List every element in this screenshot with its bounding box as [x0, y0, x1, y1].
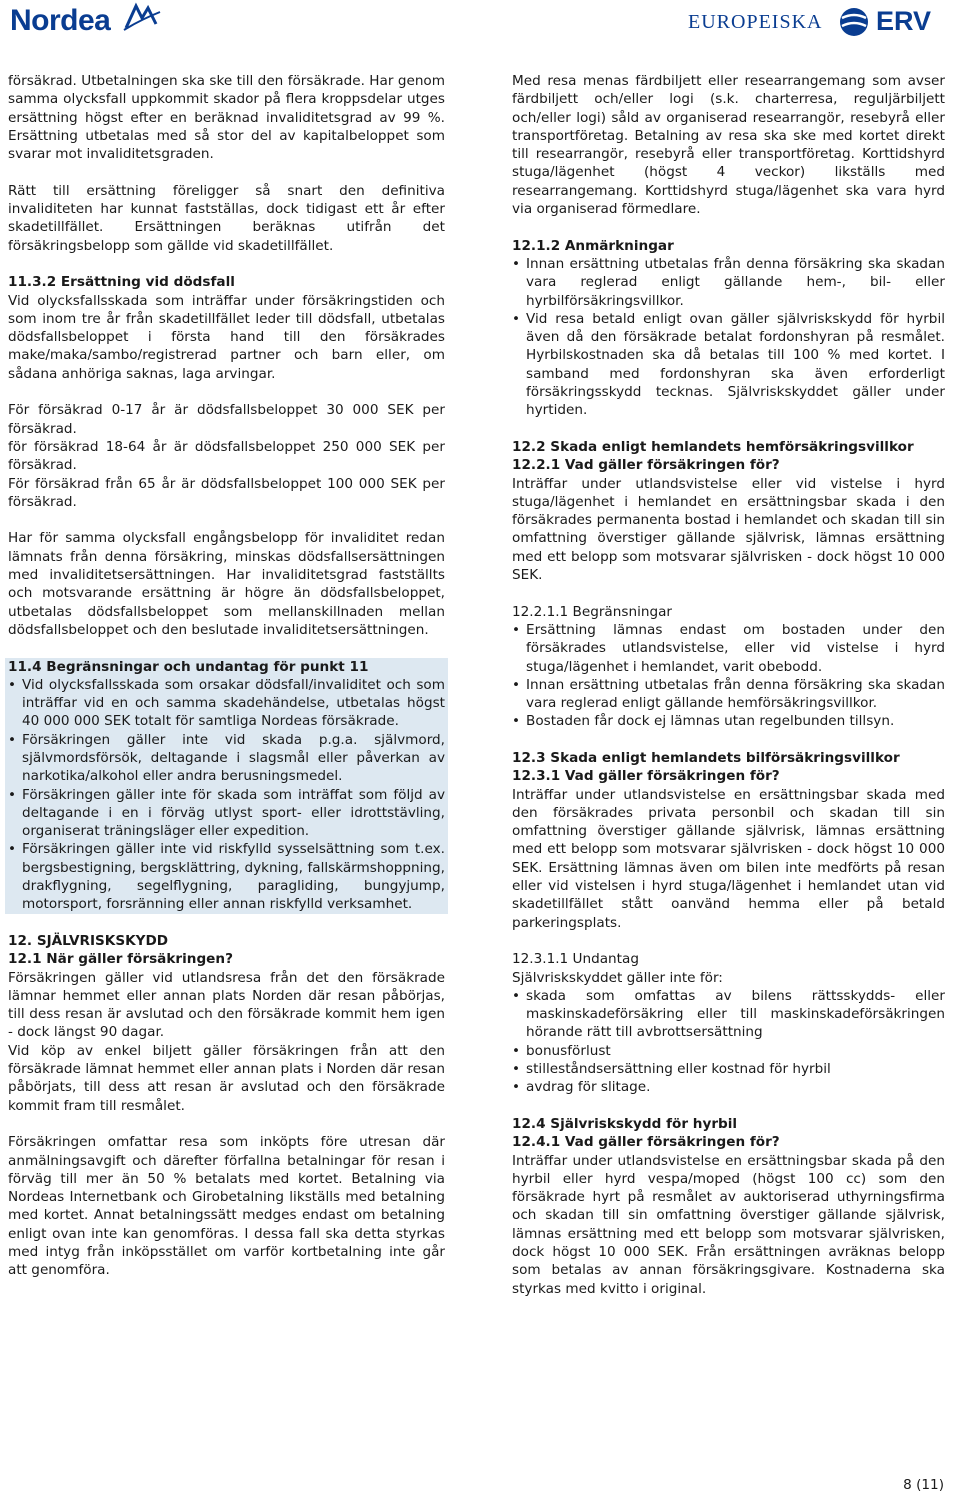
section-heading: 12.4 Självriskskydd för hyrbil [512, 1115, 738, 1132]
list-item: • Försäkringen gäller inte vid riskfylld sysselsättning som t.ex. bergsbestigning, bergsklättring, dykning, fallskärmshoppning, drakflygning, segelflygning, paragliding, bungyjump, motorsport, forsränning eller annan riskfylld verksamhet. [8, 841, 445, 913]
list-item: • Ersättning lämnas endast om bostaden under den försäkrades utlandsvistelse, eller vid vistelse i hyrd stuga/lägenhet i hemlandet, varit obebodd. [512, 621, 945, 675]
nordea-wave-icon [122, 2, 162, 32]
left-column [8, 72, 445, 1280]
list-item: • Innan ersättning utbetalas från denna försäkring ska skadan vara reglerad enligt gällande hemförsäkringsvillkor. [512, 676, 945, 712]
section-heading: 12.2.1.1 Begränsningar [512, 603, 673, 620]
list-item: • Vid resa betald enligt ovan gäller självriskskydd för hyrbil även då den försäkrade betalat fordonshyran på resmålet. Hyrbilskostnaden ska då betalas till 100 % med kortet. I samband med fordonshyran ska även erforderligt försäkringsskydd tecknas. Självriskskyddet gäller under hyrtiden. [512, 310, 945, 419]
section-heading: 12.3.1.1 Undantag [512, 951, 639, 968]
section-heading: 12.3.1 Vad gäller försäkringen för? [512, 768, 780, 785]
paragraph: Vid olycksfallsskada som inträffar under försäkringstiden och som inom tre år från skadetillfället leder till dödsfall, utbetalas dödsfallsbeloppet i första hand till den försäkrades make/maka/sambo/registrerad partner och barn eller, om sådana anhöriga saknas, laga arvingar. [8, 292, 445, 382]
section-heading: 12. SJÄLVRISKSKYDD [8, 932, 169, 949]
paragraph: Försäkringen gäller vid utlandsresa från det den försäkrade lämnar hemmet eller annan plats Norden där resan påbörjas, till dess resan är avslutad och den försäkrade kommit hem igen - dock längst 90 dagar. [8, 969, 445, 1041]
section-heading: 12.2.1 Vad gäller försäkringen för? [512, 457, 780, 474]
section-heading: 12.1.2 Anmärkningar [512, 237, 674, 254]
section-heading: 12.4.1 Vad gäller försäkringen för? [512, 1134, 780, 1151]
bullet-list [512, 621, 945, 731]
erv-logo-abbr: ERV [876, 6, 932, 36]
paragraph: Försäkringen omfattar resa som inköpts före utresan där anmälningsavgift och därefter förfallna betalningar för resan i förväg till mer än 50 % betalats med kortet. Betalning via Nordeas Internetbank och Girobetalning likställs med betalning med kortet. Annat betalningssätt medges endast om betalning enligt ovan inte kan genomföras. I dessa fall ska detta styrkas med intyg från inköpsstället om varför kortbetalning inte går att genomföra. [8, 1134, 445, 1279]
paragraph: försäkrad. Utbetalningen ska ske till den försäkrade. Har genom samma olycksfall uppkommit skador på flera kroppsdelar utges ersättning högst efter en beräknad invaliditetsgrad av 99 %. Ersättning utbetalas med så stor del av kapitalbeloppet som svarar mot invaliditetsgraden. [8, 73, 445, 163]
list-item: • skada som omfattas av bilens rättsskydds- eller maskinskadeförsäkring eller till maskinskadeförsäkringen hörande rätt till avbrottsersättning [512, 987, 945, 1041]
paragraph: Inträffar under utlandsvistelse eller vid vistelse i hyrd stuga/lägenhet i hemlandet en ersättningsbar skada i den försäkrades permanenta bostad i hemlandet och skadan till sin omfattning överstiger gällande självrisk, lämnas ersättning med ett belopp som motsvarar självrisken - dock högst 10 000 SEK. [512, 475, 945, 584]
box-heading: 11.4 Begränsningar och undantag för punkt 11 [8, 658, 369, 675]
list-item: • stilleståndsersättning eller kostnad för hyrbil [512, 1061, 831, 1078]
paragraph: För försäkrad 0-17 år är dödsfallsbeloppet 30 000 SEK per försäkrad. [8, 402, 445, 437]
page-header [0, 0, 960, 48]
nordea-logo-text: Nordea [10, 4, 111, 37]
paragraph: Vid köp av enkel biljett gäller försäkringen från att den försäkrade lämnat hemmet eller annan plats i Norden där resan påbörjats, till dess att resan är avslutad och den försäkrade kommit fram till resmålet. [8, 1042, 445, 1114]
section-heading: 12.1 När gäller försäkringen? [8, 951, 233, 968]
section-heading: 12.3 Skada enligt hemlandets bilförsäkringsvillkor [512, 749, 900, 766]
paragraph: Självriskskyddet gäller inte för: [512, 969, 723, 986]
list-item: • avdrag för slitage. [512, 1079, 651, 1096]
list-item: • Innan ersättning utbetalas från denna försäkring ska skadan vara reglerad enligt gällande hem-, bil- eller hyrbilförsäkringsvillkor. [512, 255, 945, 309]
list-item: • Bostaden får dock ej lämnas utan regelbunden tillsyn. [512, 713, 895, 730]
europeiska-erv-logo [688, 4, 948, 40]
paragraph: för försäkrad 18-64 år är dödsfallsbeloppet 250 000 SEK per försäkrad. [8, 438, 445, 474]
list-item: • Vid olycksfallsskada som orsakar dödsfall/invaliditet och som inträffar vid en och samma skadehändelse, utbetalas högst 40 000 000 SEK totalt för samtliga Nordeas försäkrade. [8, 676, 445, 730]
paragraph: För försäkrad från 65 år är dödsfallsbeloppet 100 000 SEK per försäkrad. [8, 475, 445, 510]
bullet-list [512, 255, 945, 420]
erv-logo-word: EUROPEISKA [688, 11, 823, 33]
paragraph: Har för samma olycksfall engångsbelopp för invaliditet redan lämnats från denna försäkring, minskas dödsfallsersättningen med invaliditetsersättningen. Har invaliditetsgrad fastställts och motsvarande ersättning är högre än dödsfallsbeloppet, utbetalas dödsfallsbeloppet som mellanskillnaden mellan dödsfallsbeloppet och den beslutade invaliditetsersättningen. [8, 530, 445, 638]
section-heading: 11.3.2 Ersättning vid dödsfall [8, 274, 235, 291]
page-number: 8 (11) [903, 1477, 944, 1493]
paragraph: Inträffar under utlandsvistelse en ersättningsbar skada med den försäkrades privata personbil och skadan till sin omfattning överstiger gällande självrisk, lämnas ersättning med ett belopp som motsvarar självrisken - dock högst 10 000 SEK. Ersättning lämnas även om bilen inte medförts på resan eller vid vistelsen i hyrd stuga/lägenhet i hemlandet utan vid skadetillfället stått oanvänd hemma eller på betald parkeringsplats. [512, 786, 945, 931]
right-column [512, 72, 945, 1298]
bullet-list [8, 676, 445, 914]
list-item: • Försäkringen gäller inte för skada som inträffat som följd av deltagande i en i förväg utlyst sport- eller idrottstävling, organiserat träningsläger eller expedition. [8, 786, 445, 840]
list-item: • bonusförlust [512, 1042, 611, 1059]
list-item: • Försäkringen gäller inte vid skada p.g.a. självmord, självmordsförsök, deltagande i slagsmål eller påverkan av narkotika/alkohol eller andra berusningsmedel. [8, 731, 445, 785]
section-heading: 12.2 Skada enligt hemlandets hemförsäkringsvillkor [512, 438, 914, 455]
erv-globe-icon [838, 6, 870, 38]
paragraph: Rätt till ersättning föreligger så snart den definitiva invaliditeten har kunnat fastställas, dock tidigast ett år efter skadetillfället. Ersättningen beräknas utifrån det försäkringsbelopp som gällde vid skadetillfället. [8, 182, 445, 254]
limitations-box [5, 658, 448, 914]
paragraph: Med resa menas färdbiljett eller researrangemang som avser färdbiljett och/eller logi (s.k. charterresa, reguljärbiljett och/eller logi) såld av organiserad researrangör, resebyrå eller transportföretag. Betalning av resa ska ske med kortet direkt till researrangör, resebyrå eller transportföretag. Korttidshyrd stuga/lägenhet (högst 4 veckor) likställs med researrangemang. Korttidshyrd stuga/lägenhet ska vara hyrd via organiserad förmedlare. [512, 73, 945, 218]
bullet-list [512, 987, 945, 1097]
paragraph: Inträffar under utlandsvistelse en ersättningsbar skada på den hyrbil eller hyrd vespa/moped (högst 100 cc) som den försäkrade hyrt på resmålet av auktoriserad uthyrningsfirma och skadan till sin omfattning överstiger gällande självrisk, lämnas ersättning med ett belopp som motsvarar självrisken, dock högst 10 000 SEK. Från ersättningen avräknas belopp som betalas av annan försäkringsgivare. Kostnaderna ska styrkas med kvitto i original. [512, 1152, 945, 1297]
